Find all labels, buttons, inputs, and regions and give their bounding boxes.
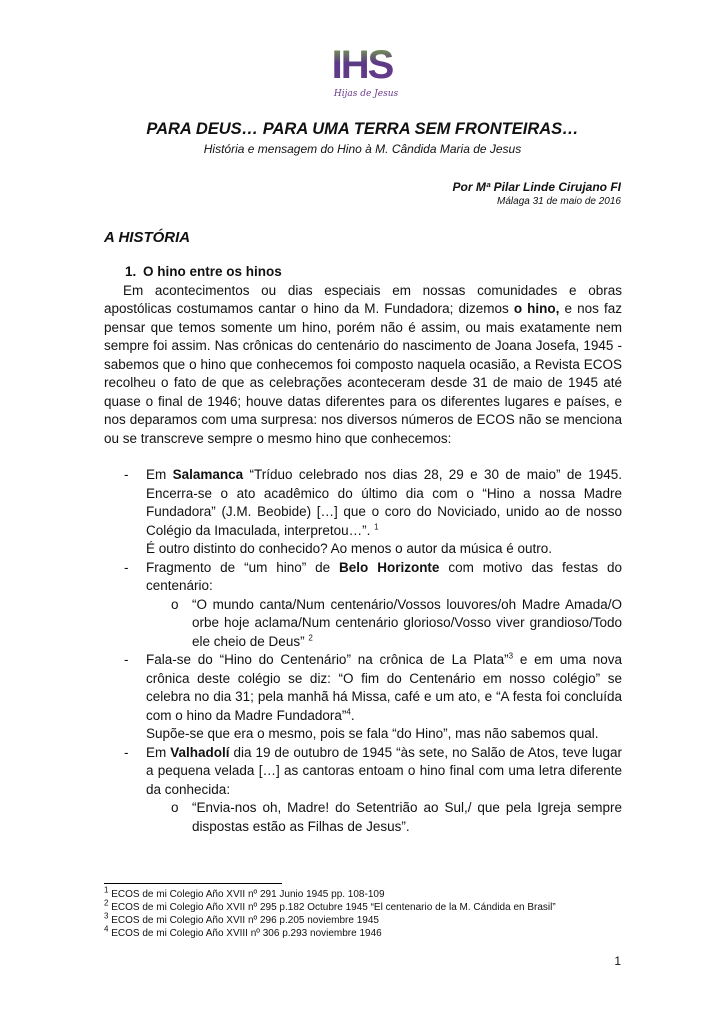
item1-text-a: Em — [146, 467, 173, 482]
item2-place: Belo Horizonte — [339, 559, 440, 575]
subsection-number: 1. — [125, 264, 137, 279]
dash-bullet: - — [124, 652, 129, 667]
intro-paragraph — [104, 282, 622, 449]
intro-text-b: e nos faz pensar que temos somente um hino, porém não é assim, ou mais exatamente nem sempre foi assim. Nas crônicas do centenário do nascimento de Joana Josefa, 1945 - sabemos que o hino que conhecemos foi composto naquela ocasião, a Revista ECOS recolheu o fato de que as celebrações aconteceram desde 31 de maio de 1945 até quase o final de 1946; houve datas diferentes para os diferentes lugares e países, e nos deparamos com uma surpresa: nos diversos números de ECOS não se menciona ou se transcreve sempre o mesmo hino que conhecemos: — [104, 301, 622, 446]
footnote-ref: 1 — [374, 522, 379, 531]
item1-place: Salamanca — [172, 467, 244, 482]
list-item — [104, 651, 622, 725]
footnote-separator — [104, 883, 282, 884]
footnote-text: ECOS de mi Colegio Año XVIII nº 306 p.293 noviembre 1946 — [108, 928, 382, 939]
author-line: Por Mª Pilar Linde Cirujano FI — [452, 180, 621, 194]
circle-bullet: o — [171, 596, 179, 612]
item2-text-b: com motivo das festas do centenário: — [146, 559, 622, 593]
document-title: PARA DEUS… PARA UMA TERRA SEM FRONTEIRAS… — [146, 120, 579, 138]
footnote — [104, 911, 556, 927]
item4-text-a: Em — [146, 744, 171, 760]
footnote-number: 3 — [104, 911, 109, 921]
footnote-ref: 3 — [508, 651, 514, 661]
sub-list-item — [104, 596, 622, 652]
footnote-ref: 2 — [308, 633, 313, 642]
footnote-text: ECOS de mi Colegio Año XVII nº 295 p.182 Octubre 1945 “El centenario de la M. Cándida en Brasil” — [108, 902, 556, 913]
footnote — [104, 924, 556, 940]
dash-bullet: - — [124, 744, 129, 760]
item4-quote: “Envia-nos oh, Madre! do Setentrião ao Sul,/ que pela Igreja sempre dispostas estão as Filhas de Jesus”. — [192, 800, 622, 834]
subsection-title-text: O hino entre os hinos — [143, 264, 282, 279]
circle-bullet: o — [171, 800, 179, 815]
footnote — [104, 885, 556, 901]
document-body — [104, 263, 622, 836]
item3-text-a: Fala-se do “Hino do Centenário” na crônica de La Plata” — [146, 652, 509, 667]
page-number: 1 — [614, 954, 621, 968]
footnote-text: ECOS de mi Colegio Año XVII nº 291 Junio 1945 pp. 108-109 — [108, 889, 385, 900]
document-subtitle: História e mensagem do Hino à M. Cândida Maria de Jesus — [203, 142, 522, 156]
footnote-text: ECOS de mi Colegio Año XVII nº 296 p.205 noviembre 1945 — [108, 915, 379, 926]
section-heading: A HISTÓRIA — [104, 229, 191, 246]
list-item — [104, 744, 622, 800]
item4-text-b: dia 19 de outubro de 1945 “às sete, no Salão de Atos, teve lugar a pequena velada […] as cantoras entoam o hino final com uma letra diferente da conhecida: — [146, 744, 622, 797]
footnote-ref: 4 — [346, 707, 351, 716]
footnote-number: 1 — [104, 885, 109, 895]
list-item — [104, 559, 622, 596]
item2-text-a: Fragmento de “um hino” de — [146, 559, 340, 575]
item1-text-b: “Tríduo celebrado nos dias 28, 29 e 30 de maio” de 1945. Encerra-se o ato acadêmico do último dia com o “Hino a nossa Madre Fundadora” (J.M. Beobide) […] que o coro do Noviciado, unido ao de nosso Colégio da Imaculada, interpretou…”. — [146, 467, 622, 538]
dash-bullet: - — [124, 559, 129, 575]
ihs-logo — [326, 40, 398, 102]
hymn-list — [104, 466, 622, 836]
footnote — [104, 898, 556, 914]
item3-text-b: e em uma nova crônica deste colégio se diz: “O fim do Centenário em nosso colégio” se celebra no dia 31; pela manhã há Missa, café e um ato, e “A festa foi concluída com o hino da Madre Fundadora” — [146, 652, 623, 723]
footnote-number: 2 — [104, 898, 109, 908]
item1-continuation: É outro distinto do conhecido? Ao menos o autor da música é outro. — [146, 541, 553, 556]
intro-text-bold: o hino, — [513, 301, 560, 316]
svg-text:IHS: IHS — [331, 43, 393, 87]
intro-text-a: Em acontecimentos ou dias especiais em nossas comunidades e obras apostólicas costumamos cantar o hino da M. Fundadora; dizemos — [104, 282, 622, 316]
footnote-number: 4 — [104, 924, 109, 934]
item2-quote: “O mundo canta/Num centenário/Vossos louvores/oh Madre Amada/O orbe hoje aclama/Num centenário glorioso/Vosso viver grandioso/Todo ele cheio de Deus” — [192, 596, 622, 649]
subsection-title — [104, 263, 622, 282]
dash-bullet: - — [124, 467, 129, 482]
item3-continuation: Supõe-se que era o mesmo, pois se fala “do Hino”, mas não sabemos qual. — [146, 726, 599, 741]
svg-text:Hijas de Jesus: Hijas de Jesus — [333, 89, 398, 99]
item3-text-c: . — [350, 707, 355, 723]
list-item — [104, 466, 622, 540]
date-line: Málaga 31 de maio de 2016 — [497, 196, 621, 207]
sub-list-item — [104, 799, 622, 836]
item4-place: Valhadolí — [170, 744, 230, 760]
footnotes — [104, 885, 556, 940]
